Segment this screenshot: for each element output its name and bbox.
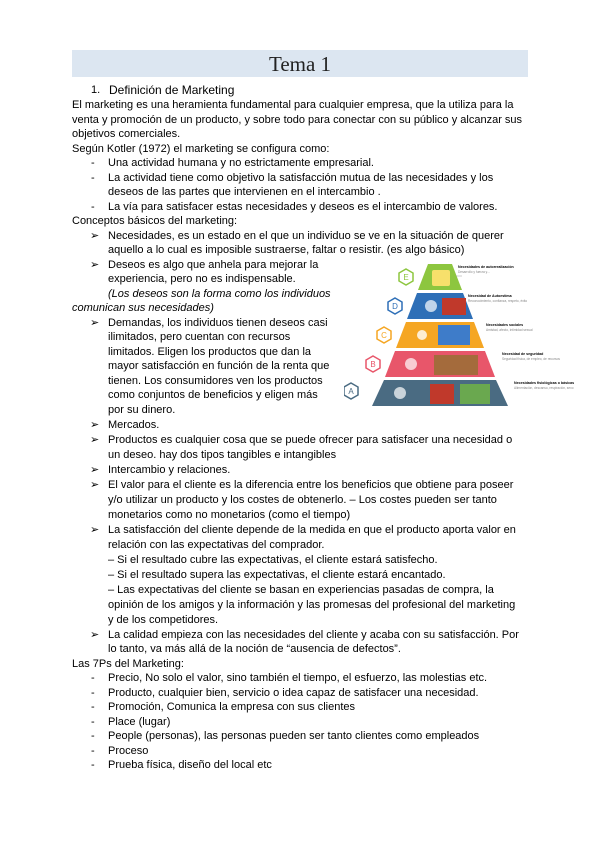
level-label: Necesidad de Autoestima [468,294,512,298]
concept-necesidades: aquello a lo cual es imposible sustraerse, faltar o resistir. (es algo básico) [108,244,465,256]
kotler-item: La actividad tiene como objetivo la satisfacción mutua de las necesidades y los [108,172,494,184]
shield-icon [405,358,417,370]
dash-bullet: - [91,745,95,757]
family-icon [438,325,470,345]
hands-icon [425,300,437,312]
conceptos-heading: Conceptos básicos del marketing: [72,215,238,227]
people-icon [417,330,427,340]
concept-demandas: por su dinero. [108,404,176,416]
level-sub: Alimentación, descanso, respiración, sexo [514,386,574,390]
sietep-item: Place (lugar) [108,716,171,728]
arrow-bullet-icon: ➢ [90,524,100,536]
intro-line: venta y promoción de un producto, y sobre todo para conectar con su público y alcanzar sus [72,114,523,126]
dash-bullet: - [91,157,95,169]
sietep-item: Precio, No solo el valor, sino también el tiempo, el esfuerzo, las molestias etc. [108,672,488,684]
concept-productos: Productos es cualquier cosa que se puede ofrecer para satisfacer una necesidad o [108,434,513,446]
arrow-bullet-icon: ➢ [90,464,100,476]
section-heading: Definición de Marketing [109,83,235,97]
arrow-bullet-icon: ➢ [90,479,100,491]
concept-satisfaccion: opinión de los amigos y la información y las promesas del profesional del marketing [108,599,516,611]
heart-health-icon [430,384,454,404]
concept-mercados: Mercados. [108,419,160,431]
kotler-intro: Según Kotler (1972) el marketing se configura como: [72,143,330,155]
maslow-pyramid-svg [344,262,600,412]
level-sub: Desarrollo y fuerza y... [458,270,490,274]
concept-calidad: La calidad empieza con las necesidades del cliente y acaba con su satisfacción. Por [108,629,519,641]
kotler-item: deseos de las partes que intervienen en el intercambio . [108,186,381,198]
level-label: Necesidades de autorrealización [458,265,514,269]
heart-icon [442,298,466,315]
level-sub: Seguridad física, de empleo, de recursos [502,357,560,361]
concept-demandas: ilimitados, pero cuentan con recursos [108,331,291,343]
sietep-item: Promoción, Comunica la empresa con sus clientes [108,701,356,713]
section-number: 1. [91,84,101,96]
concept-valor: y/o utilizar un producto y los costes de obtenerlo. – Los costes pueden ser tanto [108,494,497,506]
sietep-item: Producto, cualquier bien, servicio o idea capaz de satisfacer una necesidad. [108,687,479,699]
sietep-item: People (personas), las personas pueden ser tanto clientes como empleados [108,730,480,742]
dash-bullet: - [91,701,95,713]
trophy-icon [432,270,450,286]
intro-line: objetivos comerciales. [72,128,181,140]
concept-demandas: Demandas, los individuos tienen deseos casi [108,317,328,329]
dash-bullet: - [91,672,95,684]
maslow-pyramid-figure [344,262,600,412]
arrow-bullet-icon: ➢ [90,259,100,271]
letter-a: A [348,387,354,396]
concept-demandas: tienen. Los consumidores ven los productos [108,375,323,387]
dash-bullet: - [91,759,95,771]
concept-satisfaccion: y de los competidores. [108,614,219,626]
dash-bullet: - [91,201,95,213]
food-icon [460,384,490,404]
concept-demandas: mayor satisfacción en función de la renta que [108,360,330,372]
dash-bullet: - [91,172,95,184]
kotler-item: La vía para satisfacer estas necesidades y deseos es el intercambio de valores. [108,201,498,213]
concept-demandas: como conjuntos de beneficios y eligen más [108,389,318,401]
gear-icon [394,387,406,399]
concept-satisfaccion: La satisfacción del cliente depende de la medida en que el producto aporta valor en [108,524,516,536]
letter-d: D [392,302,398,311]
concept-satisfaccion: – Las expectativas del cliente se basan en experiencias pasadas de compra, la [108,584,494,596]
badge-d [388,298,402,314]
letter-e: E [403,273,409,282]
level-sub: Reconocimiento, confianza, respeto, éxito [468,299,528,303]
dash-bullet: - [91,687,95,699]
arrow-bullet-icon: ➢ [90,230,100,242]
concept-satisfaccion: relación con las expectativas del comprador. [108,539,325,551]
concept-necesidades: Necesidades, es un estado en el que un individuo se ve en la situación de querer [108,230,504,242]
concept-valor: monetarios como no monetarios (como el tiempo) [108,509,351,521]
sietep-item: Prueba física, diseño del local etc [108,759,272,771]
kotler-item: Una actividad humana y no estrictamente empresarial. [108,157,374,169]
letter-c: C [381,331,387,340]
badge-a [344,383,358,399]
arrow-bullet-icon: ➢ [90,434,100,446]
badge-c [377,327,391,343]
arrow-bullet-icon: ➢ [90,629,100,641]
level-sub: Amistad, afecto, intimidad sexual [486,328,533,332]
concept-productos: un deseo. hay dos tipos tangibles e intangibles [108,449,337,461]
badge-b [366,356,380,372]
level-label: Necesidades sociales [486,323,524,327]
sietep-heading: Las 7Ps del Marketing: [72,658,184,670]
badge-e [399,269,413,285]
concept-intercambio: Intercambio y relaciones. [108,464,231,476]
concept-demandas: limitados. Eligen los productos que dan la [108,346,312,358]
level-label: Necesidad de seguridad [502,352,544,356]
title-band [72,50,528,77]
concept-satisfaccion: – Si el resultado supera las expectativas, el cliente estará encantado. [108,569,446,581]
arrow-bullet-icon: ➢ [90,419,100,431]
level-label: Necesidades fisiológicas o básicas [514,381,575,385]
concept-deseos: Deseos es algo que anhela para mejorar la [108,259,319,271]
concept-calidad: lo tanto, va más allá de la noción de “ausencia de defectos”. [108,643,401,655]
concept-satisfaccion: – Si el resultado cubre las expectativas, el cliente estará satisfecho. [108,554,438,566]
sietep-item: Proceso [108,745,149,757]
concept-deseos-note: (Los deseos son la forma como los individuos [108,288,331,300]
page-title: Tema 1 [268,52,332,76]
letter-b: B [370,360,376,369]
house-icon [434,355,478,375]
concept-valor: El valor para el cliente es la diferencia entre los beneficios que obtiene para poseer [108,479,514,491]
dash-bullet: - [91,730,95,742]
intro-line: El marketing es una heramienta fundamental para cualquier empresa, que la utiliza para la [72,99,514,111]
concept-deseos-note: comunican sus necesidades) [72,302,214,314]
dash-bullet: - [91,716,95,728]
arrow-bullet-icon: ➢ [90,317,100,329]
concept-deseos: experiencia, pero no es indispensable. [108,273,296,285]
